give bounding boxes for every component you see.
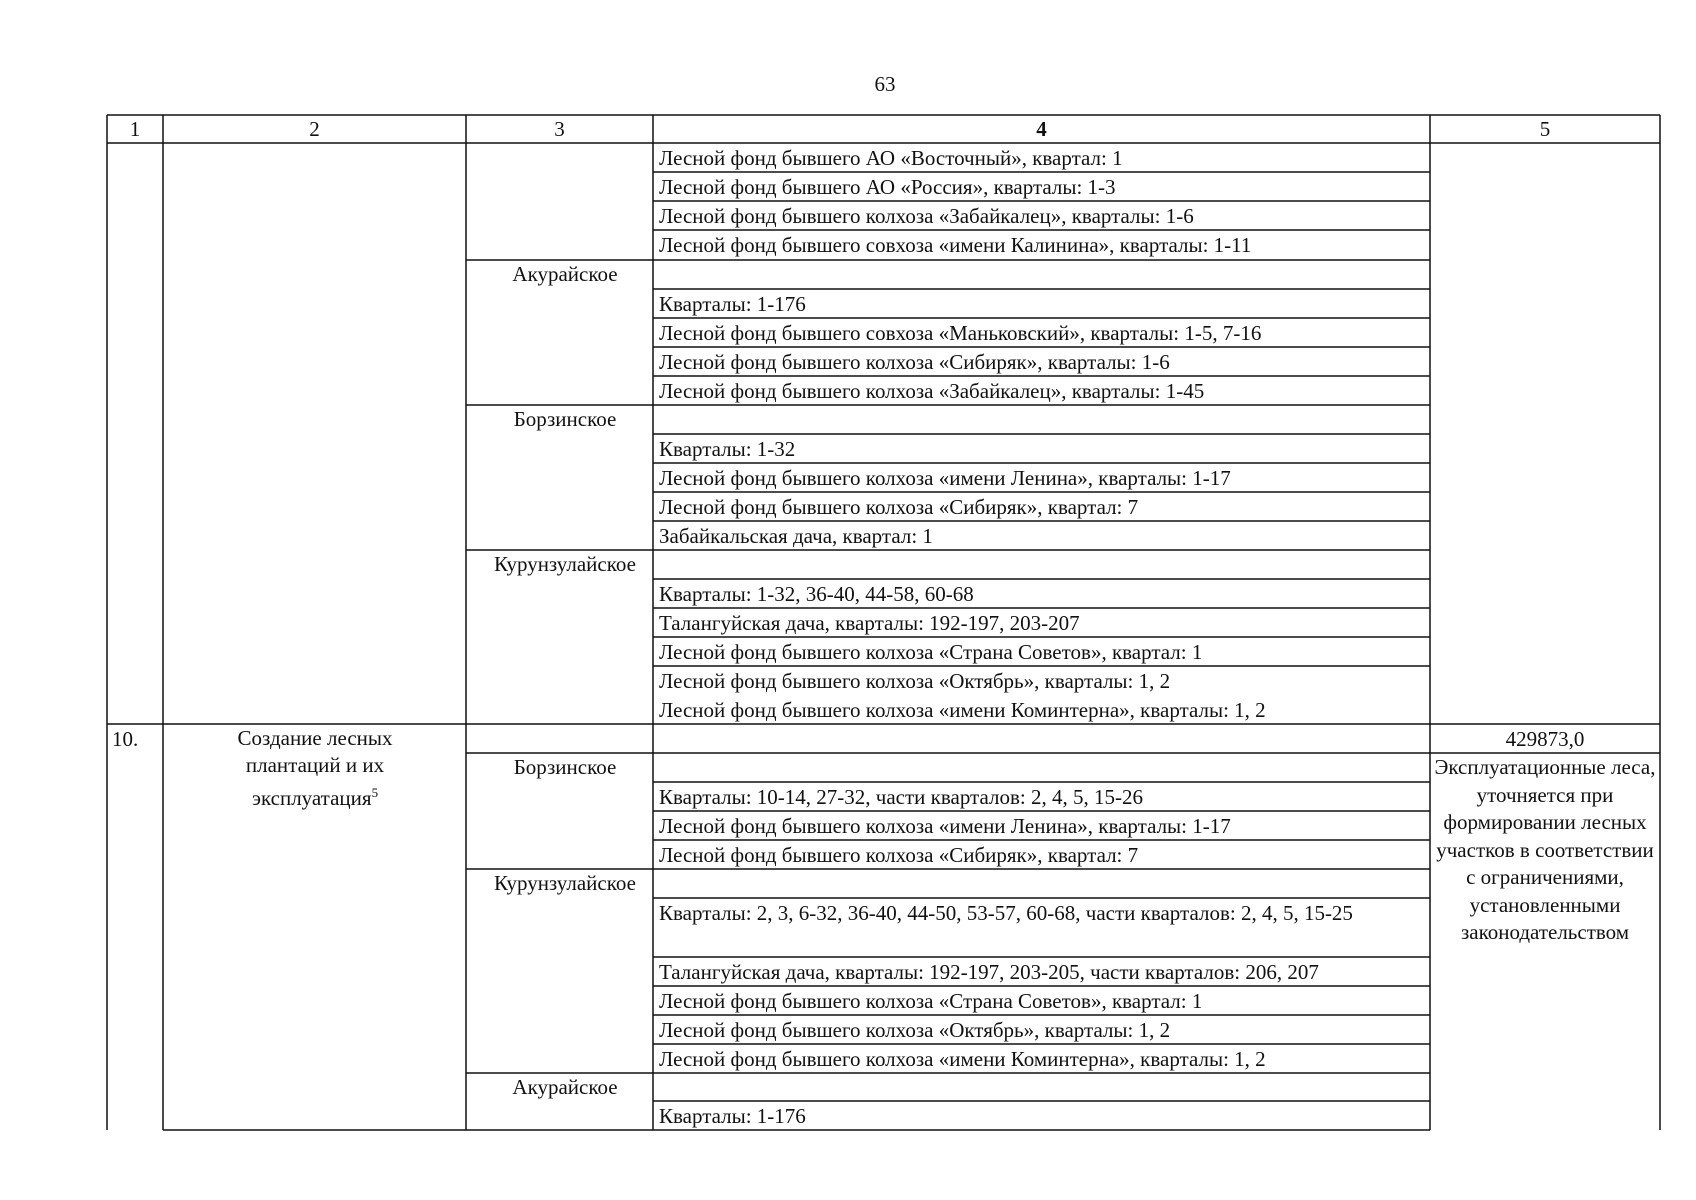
- forest-fund-row: Лесной фонд бывшего колхоза «имени Коминтерна», кварталы: 1, 2: [659, 698, 1266, 722]
- area-value: 429873,0: [1505, 727, 1585, 751]
- forest-fund-row: Лесной фонд бывшего колхоза «Октябрь», кварталы: 1, 2: [659, 669, 1171, 693]
- forest-fund-row: Лесной фонд бывшего колхоза «Забайкалец», кварталы: 1-45: [659, 379, 1205, 403]
- forest-fund-row: Лесной фонд бывшего совхоза «имени Калинина», кварталы: 1-11: [659, 233, 1252, 257]
- forest-fund-row: Лесной фонд бывшего колхоза «Сибиряк», квартал: 7: [659, 495, 1139, 519]
- forest-fund-row: Талангуйская дача, кварталы: 192-197, 203-207: [659, 611, 1080, 635]
- header-col-5: 5: [1539, 117, 1551, 141]
- footnote-marker: 5: [371, 785, 379, 800]
- page-number: 63: [874, 72, 896, 96]
- district-kurunzul: Курунзулайское: [494, 552, 636, 576]
- district-borzin: Борзинское: [513, 755, 617, 779]
- header-col-1: 1: [129, 117, 141, 141]
- forest-fund-row: Лесной фонд бывшего колхоза «имени Ленина», кварталы: 1-17: [659, 814, 1231, 838]
- forest-fund-row: Лесной фонд бывшего колхоза «Сибиряк», кварталы: 1-6: [659, 350, 1170, 374]
- header-col-2: 2: [309, 117, 320, 141]
- forest-fund-row: Лесной фонд бывшего совхоза «Маньковский», кварталы: 1-5, 7-16: [659, 321, 1262, 345]
- remark: Эксплуатационные леса, уточняется при формировании лесных участков в соответствии с ограничениями, установленными законодательством: [1434, 755, 1656, 944]
- forest-fund-row: Лесной фонд бывшего колхоза «Страна Советов», квартал: 1: [659, 989, 1203, 1013]
- forest-fund-row: Лесной фонд бывшего колхоза «имени Коминтерна», кварталы: 1, 2: [659, 1047, 1266, 1071]
- forest-fund-row: Кварталы: 2, 3, 6-32, 36-40, 44-50, 53-57, 60-68, части кварталов: 2, 4, 5, 15-25: [659, 901, 1353, 925]
- forest-fund-row: Лесной фонд бывшего колхоза «Забайкалец», кварталы: 1-6: [659, 204, 1194, 228]
- forest-fund-row: Лесной фонд бывшего колхоза «имени Ленина», кварталы: 1-17: [659, 466, 1231, 490]
- header-col-3: 3: [554, 117, 565, 141]
- forest-fund-row: Кварталы: 1-32, 36-40, 44-58, 60-68: [659, 582, 974, 606]
- forest-fund-row: Кварталы: 1-32: [659, 437, 796, 461]
- district-borzin: Борзинское: [513, 407, 617, 431]
- forest-fund-row: Лесной фонд бывшего АО «Россия», кварталы: 1-3: [659, 175, 1116, 199]
- district-kurunzul: Курунзулайское: [494, 871, 636, 895]
- activity-title: Создание лесных плантаций и их эксплуатация$^5$: [237, 726, 393, 810]
- forest-fund-row: Кварталы: 10-14, 27-32, части кварталов: 2, 4, 5, 15-26: [659, 785, 1143, 809]
- forest-fund-row: Забайкальская дача, квартал: 1: [659, 524, 933, 548]
- forest-fund-row: Лесной фонд бывшего колхоза «Октябрь», кварталы: 1, 2: [659, 1018, 1171, 1042]
- header-col-4: 4: [1036, 117, 1047, 141]
- district-akuray: Акурайское: [512, 262, 618, 286]
- forest-fund-row: Лесной фонд бывшего АО «Восточный», квартал: 1: [659, 146, 1123, 170]
- forest-fund-row: Талангуйская дача, кварталы: 192-197, 203-205, части кварталов: 206, 207: [659, 960, 1319, 984]
- forest-fund-row: Лесной фонд бывшего колхоза «Страна Советов», квартал: 1: [659, 640, 1203, 664]
- forest-fund-row: Кварталы: 1-176: [659, 292, 806, 316]
- district-akuray: Акурайское: [512, 1075, 618, 1099]
- row-number: 10.: [112, 727, 139, 751]
- forest-fund-row: Кварталы: 1-176: [659, 1104, 806, 1128]
- forest-fund-row: Лесной фонд бывшего колхоза «Сибиряк», квартал: 7: [659, 843, 1139, 867]
